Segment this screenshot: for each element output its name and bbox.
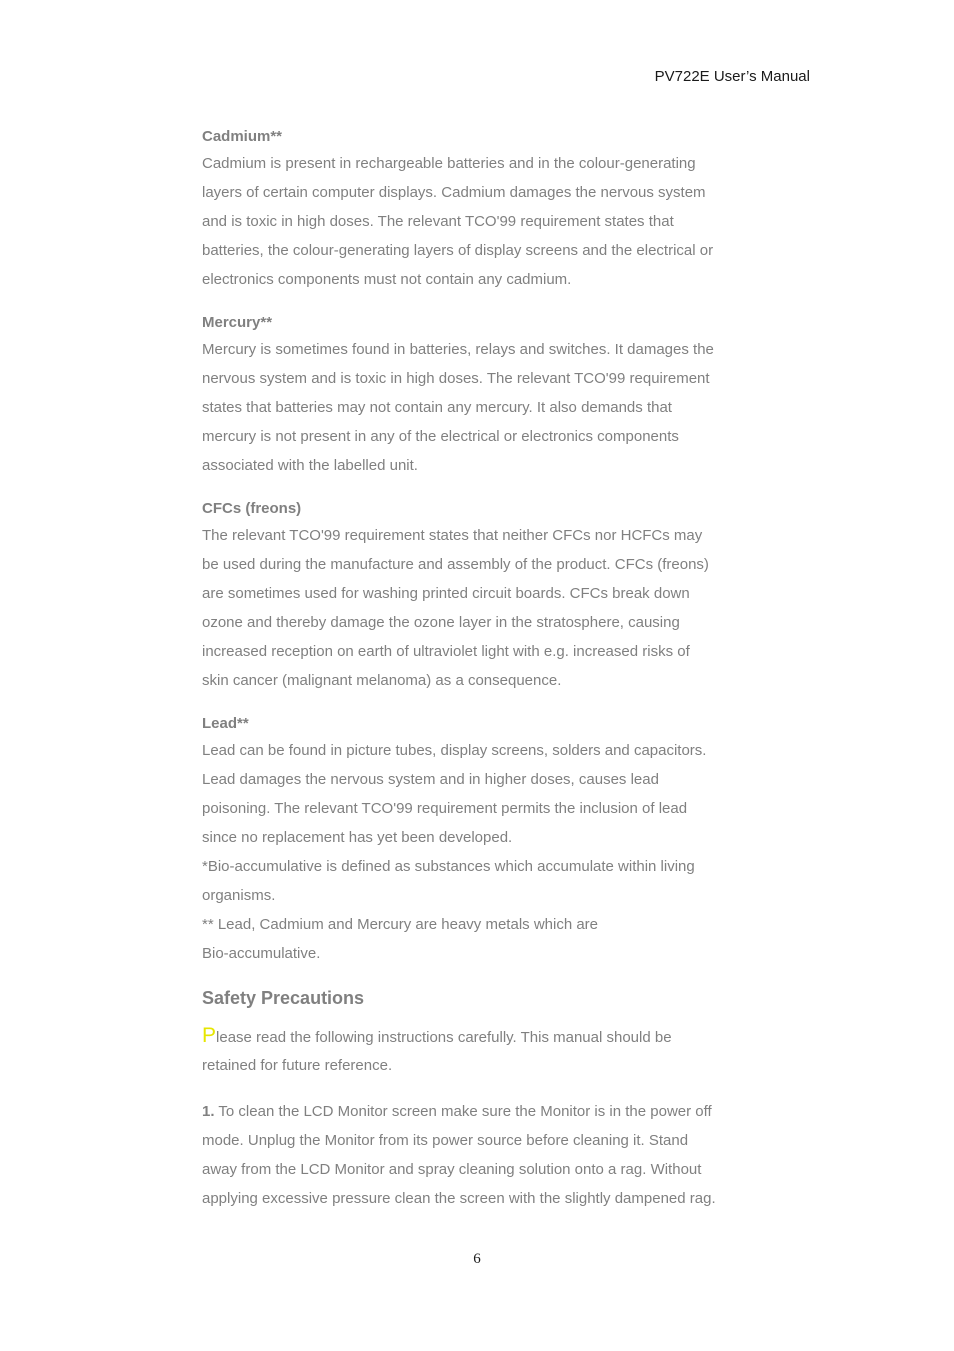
running-header: PV722E User’s Manual	[654, 68, 810, 85]
paragraph-line: Cadmium is present in rechargeable batteries and in the colour-generating	[202, 155, 696, 172]
paragraph-line: mode. Unplug the Monitor from its power source before cleaning it. Stand	[202, 1132, 689, 1149]
paragraph-line: and is toxic in high doses. The relevant TCO'99 requirement states that	[202, 213, 674, 230]
paragraph-line: are sometimes used for washing printed circuit boards. CFCs break down	[202, 585, 690, 602]
paragraph-line: Lead can be found in picture tubes, display screens, solders and capacitors.	[202, 742, 707, 759]
section-heading: Cadmium**	[202, 128, 283, 145]
section-mercury	[202, 311, 762, 480]
item-number: 1.	[202, 1103, 215, 1120]
page-number: 6	[473, 1251, 481, 1267]
paragraph-line: away from the LCD Monitor and spray cleaning solution onto a rag. Without	[202, 1161, 702, 1178]
paragraph-line: applying excessive pressure clean the screen with the slightly dampened rag.	[202, 1190, 716, 1207]
section-heading: Mercury**	[202, 314, 273, 331]
paragraph-line: The relevant TCO'99 requirement states that neither CFCs nor HCFCs may	[202, 527, 703, 544]
paragraph-line: Lead damages the nervous system and in higher doses, causes lead	[202, 771, 659, 788]
drop-cap-letter: P	[202, 1024, 217, 1047]
safety-title: Safety Precautions	[202, 988, 365, 1008]
paragraph-line: layers of certain computer displays. Cadmium damages the nervous system	[202, 184, 706, 201]
paragraph-line	[202, 1097, 762, 1126]
page-content	[202, 125, 762, 1213]
footnote-line: ** Lead, Cadmium and Mercury are heavy metals which are	[202, 916, 599, 933]
item-text: To clean the LCD Monitor screen make sure the Monitor is in the power off	[214, 1103, 712, 1120]
paragraph-line: be used during the manufacture and assembly of the product. CFCs (freons)	[202, 556, 709, 573]
footnote-line: *Bio-accumulative is defined as substances which accumulate within living	[202, 858, 695, 875]
paragraph-line: states that batteries may not contain any mercury. It also demands that	[202, 399, 672, 416]
intro-line: lease read the following instructions carefully. This manual should be	[216, 1029, 672, 1046]
paragraph-line: poisoning. The relevant TCO'99 requirement permits the inclusion of lead	[202, 800, 688, 817]
paragraph-line: skin cancer (malignant melanoma) as a consequence.	[202, 672, 562, 689]
safety-intro	[202, 1024, 762, 1080]
footnote-line: Bio-accumulative.	[202, 945, 321, 962]
paragraph-line: increased reception on earth of ultraviolet light with e.g. increased risks of	[202, 643, 690, 660]
section-cfcs	[202, 497, 762, 695]
paragraph-line: electronics components must not contain any cadmium.	[202, 271, 572, 288]
paragraph-line: associated with the labelled unit.	[202, 457, 418, 474]
section-heading: CFCs (freons)	[202, 500, 302, 517]
paragraph-line: ozone and thereby damage the ozone layer in the stratosphere, causing	[202, 614, 680, 631]
paragraph-line: since no replacement has yet been developed.	[202, 829, 513, 846]
paragraph-line: mercury is not present in any of the electrical or electronics components	[202, 428, 679, 445]
footnote-line: organisms.	[202, 887, 276, 904]
paragraph-line: Mercury is sometimes found in batteries, relays and switches. It damages the	[202, 341, 714, 358]
safety-item-1	[202, 1097, 762, 1213]
section-lead	[202, 712, 762, 968]
intro-line: retained for future reference.	[202, 1057, 393, 1074]
paragraph-line: batteries, the colour-generating layers of display screens and the electrical or	[202, 242, 714, 259]
section-safety-precautions	[202, 985, 762, 1213]
section-cadmium	[202, 125, 762, 294]
paragraph-line: nervous system and is toxic in high doses. The relevant TCO'99 requirement	[202, 370, 710, 387]
section-heading: Lead**	[202, 715, 249, 732]
